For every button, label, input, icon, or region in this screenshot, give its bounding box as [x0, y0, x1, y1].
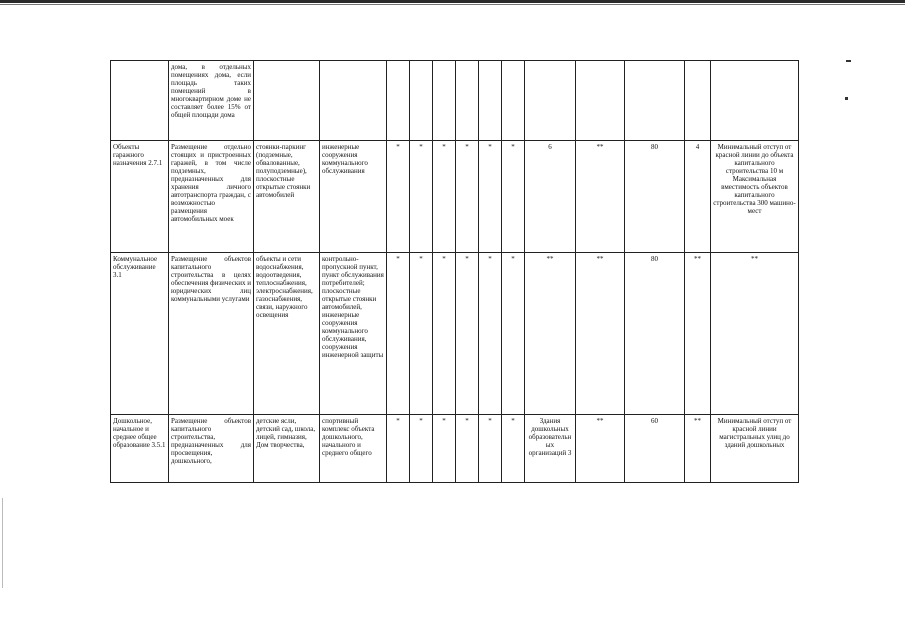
table-row — [111, 141, 799, 253]
mark-cell — [502, 61, 525, 141]
use-type-cell: Объекты гаражного назначения 2.7.1 — [111, 141, 169, 253]
conditional-use-cell: контрольно-пропускной пункт, пункт обслуживания потребителей; плоскостные открытые стоянки автомобилей, инженерные сооружения коммунального обслуживания, сооружения инженерной защиты — [320, 253, 387, 415]
mark-cell: * — [502, 253, 525, 415]
main-use-cell: Размещение отдельно стоящих и пристроенных гаражей, в том числе подземных, предназначенных для хранения личного автотранспорта граждан, с возможностью размещения автомобильных моек — [169, 141, 254, 253]
mark-cell — [456, 61, 479, 141]
auxiliary-use-cell: объекты и сети водоснабжения, водоотведения, теплоснабжения, электроснабжения, газоснабжения, связи, наружного освещения — [254, 253, 320, 415]
auxiliary-use-cell: детские ясли, детский сад, школа, лицей, гимназия, Дом творчества, — [254, 415, 320, 483]
mark-cell: * — [387, 415, 410, 483]
main-use-cell: Размещение объектов капитального строительства, предназначенных для просвещения, дошкольного, — [169, 415, 254, 483]
scan-speck — [846, 60, 851, 62]
notes-cell: Минимальный отступ от красной линии до объекта капитального строительства 10 м Максимальная вместимость объектов капитального строительства 300 машино-мест — [711, 141, 799, 253]
scan-top-border — [0, 0, 905, 3]
mark-cell: * — [479, 415, 502, 483]
floors-cell — [525, 61, 576, 141]
floors-cell: Здания дошкольных образовательных организаций 3 — [525, 415, 576, 483]
table-row — [111, 253, 799, 415]
mark-cell: * — [387, 253, 410, 415]
mark-cell: * — [479, 141, 502, 253]
notes-cell: ** — [711, 253, 799, 415]
mark-cell: * — [456, 415, 479, 483]
mark-cell: * — [502, 415, 525, 483]
mark-cell: * — [456, 141, 479, 253]
use-type-cell — [111, 61, 169, 141]
use-type-cell: Дошкольное, начальное и среднее общее образование 3.5.1 — [111, 415, 169, 483]
param-cell: ** — [576, 253, 625, 415]
notes-cell: Минимальный отступ от красной линии магистральных улиц до зданий дошкольных — [711, 415, 799, 483]
use-type-cell: Коммунальное обслуживание 3.1 — [111, 253, 169, 415]
setback-cell: ** — [685, 253, 711, 415]
mark-cell: * — [410, 141, 433, 253]
table-row — [111, 415, 799, 483]
coverage-cell: 60 — [625, 415, 685, 483]
mark-cell: * — [433, 415, 456, 483]
scan-top-border-thin — [0, 4, 905, 5]
mark-cell: * — [387, 141, 410, 253]
mark-cell — [387, 61, 410, 141]
param-cell: ** — [576, 415, 625, 483]
table-row — [111, 61, 799, 141]
mark-cell: * — [479, 253, 502, 415]
mark-cell: * — [502, 141, 525, 253]
mark-cell — [433, 61, 456, 141]
mark-cell — [479, 61, 502, 141]
mark-cell — [410, 61, 433, 141]
zoning-regulations-table — [110, 60, 799, 483]
mark-cell: * — [433, 253, 456, 415]
conditional-use-cell: инженерные сооружения коммунального обслуживания — [320, 141, 387, 253]
setback-cell: ** — [685, 415, 711, 483]
coverage-cell: 80 — [625, 141, 685, 253]
main-use-cell: дома, в отдельных помещениях дома, если площадь таких помещений в многоквартирном доме не составляет более 15% от общей площади дома — [169, 61, 254, 141]
scan-speck — [2, 498, 3, 588]
mark-cell: * — [433, 141, 456, 253]
conditional-use-cell — [320, 61, 387, 141]
mark-cell: * — [456, 253, 479, 415]
auxiliary-use-cell — [254, 61, 320, 141]
mark-cell: * — [410, 415, 433, 483]
coverage-cell — [625, 61, 685, 141]
auxiliary-use-cell: стоянки-паркинг (подземные, обвалованные, полуподземные), плоскостные открытые стоянки автомобилей — [254, 141, 320, 253]
main-use-cell: Размещение объектов капитального строительства в целях обеспечения физических и юридических лиц коммунальными услугами — [169, 253, 254, 415]
param-cell: ** — [576, 141, 625, 253]
setback-cell: 4 — [685, 141, 711, 253]
param-cell — [576, 61, 625, 141]
setback-cell — [685, 61, 711, 141]
scan-speck — [845, 97, 848, 100]
floors-cell: ** — [525, 253, 576, 415]
conditional-use-cell: спортивный комплекс объекта дошкольного, начального и среднего общего — [320, 415, 387, 483]
notes-cell — [711, 61, 799, 141]
floors-cell: 6 — [525, 141, 576, 253]
coverage-cell: 80 — [625, 253, 685, 415]
mark-cell: * — [410, 253, 433, 415]
